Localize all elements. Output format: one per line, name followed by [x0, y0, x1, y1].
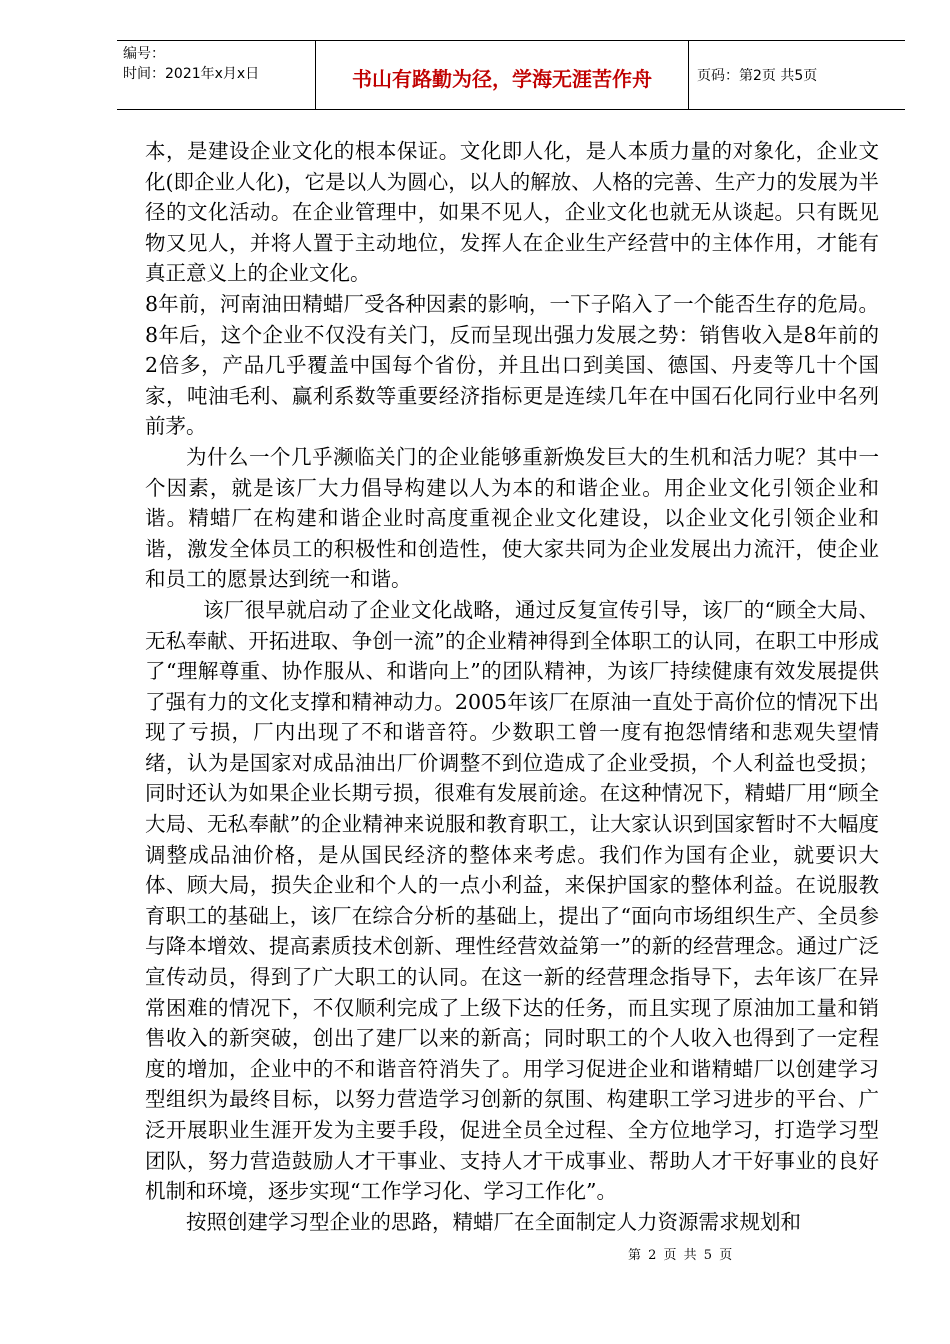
- header-motto-cell: [316, 41, 689, 109]
- body-paragraph: 8年前，河南油田精蜡厂受各种因素的影响，一下子陷入了一个能否生存的危局。8年后，这个企业不仅没有关门，反而呈现出强力发展之势：销售收入是8年前的2倍多，产品几乎覆盖中国每个省份，并且出口到美国、德国、丹麦等几十个国家，吨油毛利、赢利系数等重要经济指标更是连续几年在中国石化同行业中名列前茅。: [145, 291, 879, 439]
- header-meta-cell: [117, 41, 316, 109]
- header-page-info: 页码：第2页 共5页: [697, 68, 818, 84]
- body-paragraph: 按照创建学习型企业的思路，精蜡厂在全面制定人力资源需求规划和: [186, 1209, 801, 1234]
- document-number-label: 编号：: [123, 46, 165, 62]
- document-body: [145, 136, 879, 1237]
- header-page-cell: [689, 41, 905, 109]
- body-paragraph: 为什么一个几乎濒临关门的企业能够重新焕发巨大的生机和活力呢？其中一个因素，就是该厂大力倡导构建以人为本的和谐企业。用企业文化引领企业和谐。精蜡厂在构建和谐企业时高度重视企业文化建设，以企业文化引领企业和谐，激发全体员工的积极性和创造性，使大家共同为企业发展出力流汗，使企业和员工的愿景达到统一和谐。: [145, 444, 879, 592]
- document-time-label: 时间：2021年x月x日: [123, 66, 260, 82]
- document-header: [117, 40, 905, 110]
- header-motto: 书山有路勤为径，学海无涯苦作舟: [352, 67, 652, 91]
- body-paragraph: 本，是建设企业文化的根本保证。文化即人化，是人本质力量的对象化，企业文化(即企业人化)，它是以人为圆心，以人的解放、人格的完善、生产力的发展为半径的文化活动。在企业管理中，如果不见人，企业文化也就无从谈起。只有既见物又见人，并将人置于主动地位，发挥人在企业生产经营中的主体作用，才能有真正意义上的企业文化。: [145, 139, 879, 286]
- body-paragraph: 该厂很早就启动了企业文化战略，通过反复宣传引导，该厂的“顾全大局、无私奉献、开拓进取、争创一流”的企业精神得到全体职工的认同，在职工中形成了“理解尊重、协作服从、和谐向上”的团队精神，为该厂持续健康有效发展提供了强有力的文化支撑和精神动力。2005年该厂在原油一直处于高价位的情况下出现了亏损，厂内出现了不和谐音符。少数职工曾一度有抱怨情绪和悲观失望情绪，认为是国家对成品油出厂价调整不到位造成了企业受损，个人利益也受损；同时还认为如果企业长期亏损，很难有发展前途。在这种情况下，精蜡厂用“顾全大局、无私奉献”的企业精神来说服和教育职工，让大家认识到国家暂时不大幅度调整成品油价格，是从国民经济的整体来考虑。我们作为国有企业，就要识大体、顾大局，损失企业和个人的一点小利益，来保护国家的整体利益。在说服教育职工的基础上，该厂在综合分析的基础上，提出了“面向市场组织生产、全员参与降本增效、提高素质技术创新、理性经营效益第一”的新的经营理念。通过广泛宣传动员，得到了广大职工的认同。在这一新的经营理念指导下，去年该厂在异常困难的情况下，不仅顺利完成了上级下达的任务，而且实现了原油加工量和销售收入的新突破，创出了建厂以来的新高；同时职工的个人收入也得到了一定程度的增加，企业中的不和谐音符消失了。用学习促进企业和谐精蜡厂以创建学习型组织为最终目标，以努力营造学习创新的氛围、构建职工学习进步的平台、广泛开展职业生涯开发为主要手段，促进全员全过程、全方位地学习，打造学习型团队，努力营造鼓励人才干事业、支持人才干成事业、帮助人才干好事业的良好机制和环境，逐步实现“工作学习化、学习工作化”。: [145, 597, 879, 1204]
- page-footer: 第 2 页 共 5 页: [628, 1248, 733, 1263]
